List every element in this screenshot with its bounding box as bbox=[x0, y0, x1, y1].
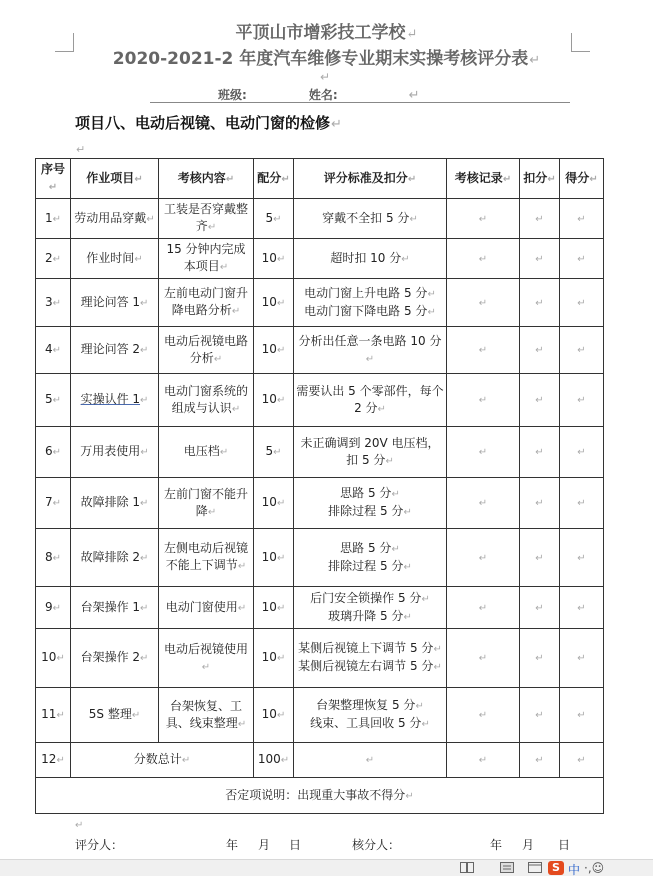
scoring-standard: 分析出任意一条电路 10 分↵ bbox=[294, 327, 447, 374]
checker-month: 月 bbox=[522, 838, 535, 852]
score-allocation: 10↵ bbox=[254, 327, 294, 374]
assessment-content: 台架恢复、工具、线束整理↵ bbox=[159, 688, 254, 743]
assessment-content: 电压档↵ bbox=[159, 427, 254, 478]
table-row bbox=[36, 478, 604, 529]
scoring-standard: 某侧后视镜上下调节 5 分↵ 某侧后视镜左右调节 5 分↵ bbox=[294, 629, 447, 688]
deduction-cell[interactable]: ↵ bbox=[520, 478, 560, 529]
task-item: 理论问答 1↵ bbox=[71, 279, 159, 327]
scoring-standard: 未正确调到 20V 电压档，扣 5 分↵ bbox=[294, 427, 447, 478]
ime-toolbar-icons[interactable]: ·,☺ bbox=[584, 861, 605, 875]
score-allocation: 10↵ bbox=[254, 279, 294, 327]
project-title: 项目八、电动后视镜、电动门窗的检修↵ bbox=[75, 114, 342, 132]
row-number: 9↵ bbox=[36, 587, 71, 629]
header-rule bbox=[150, 102, 570, 103]
task-item: 万用表使用↵ bbox=[71, 427, 159, 478]
paragraph-mark: ↵ bbox=[75, 820, 84, 831]
row-number: 11↵ bbox=[36, 688, 71, 743]
header-cell: 作业项目↵ bbox=[71, 159, 159, 199]
scoring-standard: 超时扣 10 分↵ bbox=[294, 239, 447, 279]
score-allocation: 10↵ bbox=[254, 478, 294, 529]
total-record-cell[interactable]: ↵ bbox=[447, 743, 520, 778]
score-cell[interactable]: ↵ bbox=[560, 587, 604, 629]
assessment-record-cell[interactable]: ↵ bbox=[447, 199, 520, 239]
deduction-cell[interactable]: ↵ bbox=[520, 199, 560, 239]
header-cell: 配分↵ bbox=[254, 159, 294, 199]
assessment-record-cell[interactable]: ↵ bbox=[447, 374, 520, 427]
scoring-standard: 思路 5 分↵ 排除过程 5 分↵ bbox=[294, 478, 447, 529]
grader-day: 日 bbox=[289, 838, 302, 852]
total-deduct-cell[interactable]: ↵ bbox=[520, 743, 560, 778]
header-cell: 扣分↵ bbox=[520, 159, 560, 199]
row-number: 8↵ bbox=[36, 529, 71, 587]
deduction-cell[interactable]: ↵ bbox=[520, 427, 560, 478]
paragraph-mark: ↵ bbox=[76, 143, 86, 156]
assessment-record-cell[interactable]: ↵ bbox=[447, 327, 520, 374]
table-row bbox=[36, 199, 604, 239]
assessment-record-cell[interactable]: ↵ bbox=[447, 427, 520, 478]
assessment-content: 15 分钟内完成本项目↵ bbox=[159, 239, 254, 279]
table-row bbox=[36, 529, 604, 587]
score-allocation: 10↵ bbox=[254, 374, 294, 427]
row-number: 5↵ bbox=[36, 374, 71, 427]
row-number: 3↵ bbox=[36, 279, 71, 327]
table-row bbox=[36, 279, 604, 327]
deduction-cell[interactable]: ↵ bbox=[520, 629, 560, 688]
grader-year: 年 bbox=[226, 838, 239, 852]
task-item: 实操认件 1↵ bbox=[71, 374, 159, 427]
row-number: 10↵ bbox=[36, 629, 71, 688]
task-item: 台架操作 1↵ bbox=[71, 587, 159, 629]
table-row bbox=[36, 327, 604, 374]
header-cell: 序号↵ bbox=[36, 159, 71, 199]
assessment-record-cell[interactable]: ↵ bbox=[447, 587, 520, 629]
score-allocation: 10↵ bbox=[254, 629, 294, 688]
deduction-cell[interactable]: ↵ bbox=[520, 327, 560, 374]
total-score: 100↵ bbox=[254, 743, 294, 778]
table-row bbox=[36, 587, 604, 629]
row-number: 7↵ bbox=[36, 478, 71, 529]
score-allocation: 5↵ bbox=[254, 199, 294, 239]
ime-language-indicator[interactable]: 中 bbox=[568, 863, 581, 877]
grader-month: 月 bbox=[258, 838, 271, 852]
score-allocation: 10↵ bbox=[254, 529, 294, 587]
table-header-row bbox=[36, 159, 604, 199]
sogou-ime-logo[interactable]: S bbox=[548, 861, 564, 875]
row-number: 12↵ bbox=[36, 743, 71, 778]
score-cell[interactable]: ↵ bbox=[560, 478, 604, 529]
task-item: 故障排除 2↵ bbox=[71, 529, 159, 587]
deduction-cell[interactable]: ↵ bbox=[520, 529, 560, 587]
score-allocation: 5↵ bbox=[254, 427, 294, 478]
row-number: 1↵ bbox=[36, 199, 71, 239]
header-cell: 考核记录↵ bbox=[447, 159, 520, 199]
name-blank[interactable] bbox=[338, 89, 408, 103]
total-row bbox=[36, 743, 604, 778]
task-item: 5S 整理↵ bbox=[71, 688, 159, 743]
table-row bbox=[36, 239, 604, 279]
checker-day: 日 bbox=[558, 838, 571, 852]
scoring-standard: 思路 5 分↵ 排除过程 5 分↵ bbox=[294, 529, 447, 587]
note-cell: 否定项说明：出现重大事故不得分↵ bbox=[36, 778, 604, 814]
total-standard-cell[interactable]: ↵ bbox=[294, 743, 447, 778]
score-cell[interactable]: ↵ bbox=[560, 374, 604, 427]
score-cell[interactable]: ↵ bbox=[560, 199, 604, 239]
class-label: 班级: bbox=[218, 88, 247, 102]
scoring-standard: 电动门窗上升电路 5 分↵ 电动门窗下降电路 5 分↵ bbox=[294, 279, 447, 327]
row-number: 4↵ bbox=[36, 327, 71, 374]
score-allocation: 10↵ bbox=[254, 239, 294, 279]
header-cell: 得分↵ bbox=[560, 159, 604, 199]
print-layout-icon[interactable] bbox=[500, 862, 514, 873]
table-row bbox=[36, 374, 604, 427]
assessment-record-cell[interactable]: ↵ bbox=[447, 688, 520, 743]
assessment-record-cell[interactable]: ↵ bbox=[447, 279, 520, 327]
name-label: 姓名: bbox=[308, 88, 338, 102]
score-cell[interactable]: ↵ bbox=[560, 327, 604, 374]
score-cell[interactable]: ↵ bbox=[560, 239, 604, 279]
row-number: 2↵ bbox=[36, 239, 71, 279]
class-blank[interactable] bbox=[247, 89, 309, 103]
assessment-record-cell[interactable]: ↵ bbox=[447, 239, 520, 279]
table-row bbox=[36, 688, 604, 743]
deduction-cell[interactable]: ↵ bbox=[520, 688, 560, 743]
total-label: 分数总计↵ bbox=[71, 743, 254, 778]
table-row bbox=[36, 427, 604, 478]
scoring-standard: 需要认出 5 个零部件，每个 2 分↵ bbox=[294, 374, 447, 427]
grading-table bbox=[35, 158, 604, 814]
assessment-content: 电动后视镜电路分析↵ bbox=[159, 327, 254, 374]
header-cell: 评分标准及扣分↵ bbox=[294, 159, 447, 199]
score-cell[interactable]: ↵ bbox=[560, 629, 604, 688]
assessment-content: 左前电动门窗升降电路分析↵ bbox=[159, 279, 254, 327]
status-bar bbox=[0, 859, 653, 876]
checker-label: 核分人： bbox=[352, 838, 401, 852]
checker-year: 年 bbox=[490, 838, 503, 852]
assessment-content: 电动门窗使用↵ bbox=[159, 587, 254, 629]
score-cell[interactable]: ↵ bbox=[560, 529, 604, 587]
score-cell[interactable]: ↵ bbox=[560, 427, 604, 478]
score-cell[interactable]: ↵ bbox=[560, 688, 604, 743]
score-allocation: 10↵ bbox=[254, 688, 294, 743]
grader-label: 评分人： bbox=[75, 838, 124, 852]
assessment-record-cell[interactable]: ↵ bbox=[447, 478, 520, 529]
score-allocation: 10↵ bbox=[254, 587, 294, 629]
task-item: 理论问答 2↵ bbox=[71, 327, 159, 374]
assessment-content: 电动后视镜使用↵ bbox=[159, 629, 254, 688]
note-row bbox=[36, 778, 604, 814]
score-cell[interactable]: ↵ bbox=[560, 279, 604, 327]
scoring-standard: 穿戴不全扣 5 分↵ bbox=[294, 199, 447, 239]
table-row bbox=[36, 629, 604, 688]
deduction-cell[interactable]: ↵ bbox=[520, 374, 560, 427]
task-item: 劳动用品穿戴↵ bbox=[71, 199, 159, 239]
task-item: 作业时间↵ bbox=[71, 239, 159, 279]
paragraph-mark: ↵ bbox=[320, 70, 331, 84]
assessment-content: 电动门窗系统的组成与认识↵ bbox=[159, 374, 254, 427]
total-got-cell[interactable]: ↵ bbox=[560, 743, 604, 778]
scoring-standard: 台架整理恢复 5 分↵ 线束、工具回收 5 分↵ bbox=[294, 688, 447, 743]
exam-title: 2020-2021-2 年度汽车维修专业期末实操考核评分表↵ bbox=[112, 49, 541, 69]
task-item: 台架操作 2↵ bbox=[71, 629, 159, 688]
assessment-record-cell[interactable]: ↵ bbox=[447, 529, 520, 587]
web-layout-icon[interactable] bbox=[528, 862, 542, 873]
deduction-cell[interactable]: ↵ bbox=[520, 279, 560, 327]
deduction-cell[interactable]: ↵ bbox=[520, 239, 560, 279]
deduction-cell[interactable]: ↵ bbox=[520, 587, 560, 629]
assessment-record-cell[interactable]: ↵ bbox=[447, 629, 520, 688]
read-mode-icon[interactable] bbox=[460, 862, 474, 873]
assessment-content: 左侧电动后视镜不能上下调节↵ bbox=[159, 529, 254, 587]
row-number: 6↵ bbox=[36, 427, 71, 478]
assessment-content: 工装是否穿戴整齐↵ bbox=[159, 199, 254, 239]
school-title: 平顶山市增彩技工学校↵ bbox=[235, 23, 418, 43]
header-cell: 考核内容↵ bbox=[159, 159, 254, 199]
scoring-standard: 后门安全锁操作 5 分↵ 玻璃升降 5 分↵ bbox=[294, 587, 447, 629]
class-name-line: 班级: 姓名: ↵ bbox=[218, 88, 420, 103]
assessment-content: 左前门窗不能升降↵ bbox=[159, 478, 254, 529]
task-item: 故障排除 1↵ bbox=[71, 478, 159, 529]
